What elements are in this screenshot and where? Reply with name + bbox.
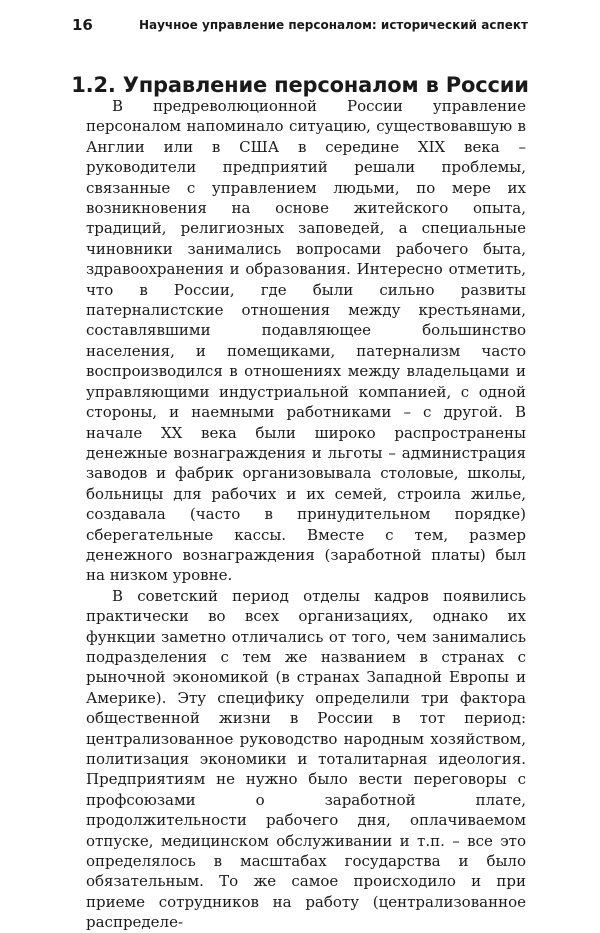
paragraph: В советский период отделы кадров появились практически во всех организациях, однако их функции заметно отличались от того, чем занимались подразделения с тем же названием в странах с рыночной экономикой (в странах Западной Европы и Америке). Эту специфику определили три фактора общественной жизни в России в тот период: централизованное руководство народным хозяйством, политизация экономики и тоталитарная идеология. Предприятиям не нужно было вести переговоры с профсоюзами о заработной плате, продолжительности рабочего дня, оплачиваемом отпуске, медицинском обслуживании и т.п. – все это определялось в масштабах государства и было обязательным. То же самое происходило и при приеме сотрудников на работу (централизованное распределе- bbox=[86, 586, 526, 932]
running-head bbox=[72, 16, 528, 40]
running-title: Научное управление персоналом: исторический аспект bbox=[138, 18, 528, 32]
paragraph: В предреволюционной России управление персоналом напоминало ситуацию, существовавшую в Англии или в США в середине XIX века – руководители предприятий решали проблемы, связанные с управлением людьми, по мере их возникновения на основе житейского опыта, традиций, религиозных заповедей, а специальные чиновники занимались вопросами рабочего быта, здравоохранения и образования. Интересно отметить, что в России, где были сильно развиты патерналистские отношения между крестьянами, составлявшими подавляющее большинство населения, и помещиками, патернализм часто воспроизводился в отношениях между владельцами и управляющими индустриальной компанией, с одной стороны, и наемными работниками – с другой. В начале XX века были широко распространены денежные вознаграждения и льготы – администрация заводов и фабрик организовывала столовые, школы, больницы для рабочих и их семей, строила жилье, создавала (часто в принудительном порядке) сберегательные кассы. Вместе с тем, размер денежного вознаграждения (заработной платы) был на низком уровне. bbox=[86, 97, 526, 585]
page-number: 16 bbox=[72, 16, 93, 34]
body-text bbox=[86, 96, 526, 933]
section-title: 1.2. Управление персоналом в России bbox=[71, 73, 529, 98]
